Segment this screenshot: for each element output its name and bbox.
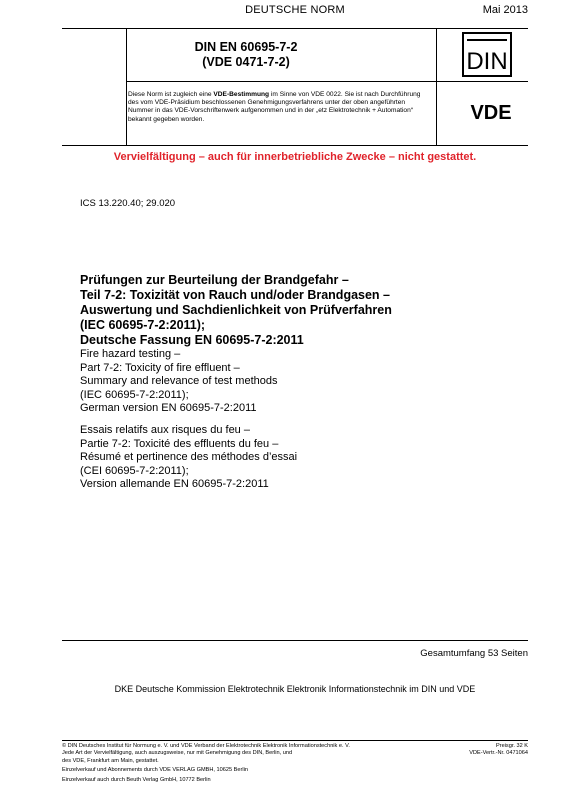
standard-designation bbox=[126, 40, 366, 70]
title-english-line: (IEC 60695-7-2:2011); bbox=[80, 388, 189, 401]
title-german-line: Prüfungen zur Beurteilung der Brandgefahr – bbox=[80, 273, 349, 287]
title-english-line: Fire hazard testing – bbox=[80, 348, 181, 360]
title-french-line: Version allemande EN 60695-7-2:2011 bbox=[80, 478, 269, 490]
din-logo-text: DIN bbox=[466, 48, 508, 75]
vde-logo-text: VDE bbox=[470, 102, 512, 123]
title-english bbox=[80, 348, 520, 416]
title-french-line: Résumé et pertinence des méthodes d’essai bbox=[80, 451, 298, 463]
title-french-line: (CEI 60695-7-2:2011); bbox=[80, 464, 189, 477]
title-english-line: Part 7-2: Toxicity of fire effluent – bbox=[80, 361, 240, 374]
copyright-line: © DIN Deutsches Institut für Normung e. V. und VDE Verband der Elektrotechnik Elektronik Informationstechnik e. V. bbox=[62, 743, 350, 749]
pages-top-rule bbox=[62, 640, 528, 641]
vde-note-rest: im Sinne von VDE 0022. Sie ist nach Durchführung des vom VDE-Präsidium beschlossenen Genehmigungsverfahrens unter der oben angeführten Nummer in das VDE-Vorschriftenwerk aufgenommen und in der „etz Elektrotechnik + Automation“ bekannt gegeben worden. bbox=[128, 91, 421, 123]
publication-date: Mai 2013 bbox=[482, 4, 528, 16]
footer-top-rule bbox=[62, 740, 528, 741]
price-info bbox=[469, 743, 528, 758]
title-english-line: Summary and relevance of test methods bbox=[80, 375, 278, 387]
title-german-line: Deutsche Fassung EN 60695-7-2:2011 bbox=[80, 333, 304, 347]
ics-classification: ICS 13.220.40; 29.020 bbox=[80, 198, 176, 209]
vde-logo bbox=[462, 101, 520, 123]
title-german-line: (IEC 60695-7-2:2011); bbox=[80, 318, 206, 332]
reproduction-warning: Vervielfältigung – auch für innerbetriebliche Zwecke – nicht gestattet. bbox=[113, 151, 477, 163]
vde-number: (VDE 0471-7-2) bbox=[202, 55, 290, 69]
title-german bbox=[80, 273, 520, 348]
price-group: Preisgr. 32 K bbox=[495, 743, 528, 749]
copyright-line: des VDE, Frankfurt am Main, gestattet. bbox=[62, 757, 159, 764]
title-french bbox=[80, 424, 520, 492]
title-german-line: Auswertung und Sachdienlichkeit von Prüfverfahren bbox=[80, 303, 392, 317]
total-pages: Gesamtumfang 53 Seiten bbox=[420, 648, 528, 659]
vde-note-bold: VDE-Bestimmung bbox=[213, 91, 270, 98]
dke-committee: DKE Deutsche Kommission Elektrotechnik Elektronik Informationstechnik im DIN und VDE bbox=[114, 684, 476, 694]
title-english-line: German version EN 60695-7-2:2011 bbox=[80, 402, 257, 414]
header-box bbox=[62, 28, 528, 145]
copyright-notice bbox=[62, 743, 422, 765]
header-bottom-rule bbox=[62, 145, 528, 146]
vde-determination-note bbox=[128, 91, 428, 124]
copyright-line: Jede Art der Vervielfältigung, auch auszugsweise, nur mit Genehmigung des DIN, Berlin, und bbox=[62, 750, 293, 757]
order-number: VDE-Vertr.-Nr. 0471064 bbox=[469, 750, 528, 757]
vde-note-prefix: Diese Norm ist zugleich eine bbox=[128, 91, 214, 98]
standard-number: DIN EN 60695-7-2 bbox=[194, 40, 298, 54]
title-german-line: Teil 7-2: Toxizität von Rauch und/oder Brandgasen – bbox=[80, 288, 390, 302]
document-header-line bbox=[62, 0, 528, 18]
document-type-label: DEUTSCHE NORM bbox=[245, 4, 345, 16]
title-french-line: Essais relatifs aux risques du feu – bbox=[80, 424, 250, 436]
title-french-line: Partie 7-2: Toxicité des effluents du feu – bbox=[80, 437, 279, 450]
header-middle-rule bbox=[126, 81, 528, 82]
din-logo bbox=[462, 32, 512, 77]
sales-info bbox=[62, 766, 422, 785]
header-right-divider bbox=[436, 28, 437, 145]
sales-line: Einzelverkauf und Abonnements durch VDE VERLAG GMBH, 10625 Berlin bbox=[62, 767, 248, 773]
sales-line: Einzelverkauf auch durch Beuth Verlag GmbH, 10772 Berlin bbox=[62, 776, 211, 783]
